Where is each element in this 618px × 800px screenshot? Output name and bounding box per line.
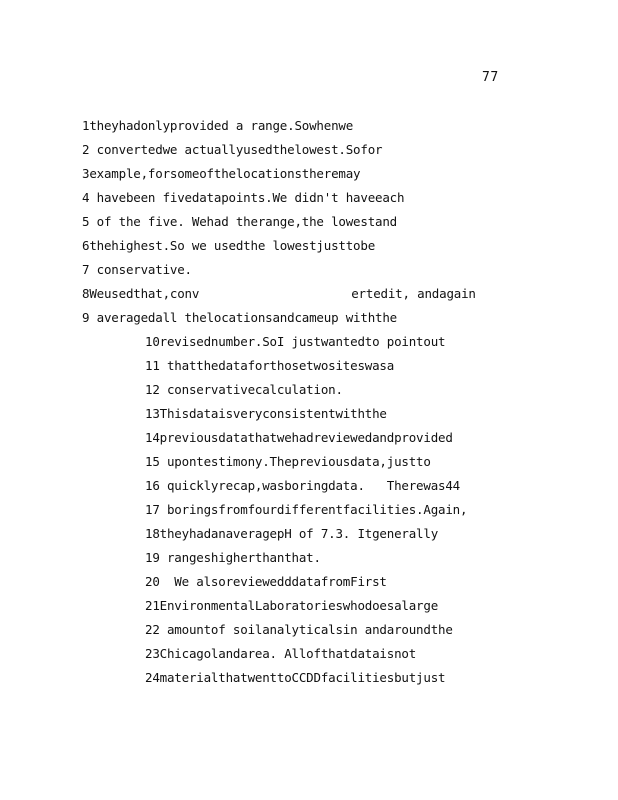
transcript-line (145, 382, 602, 406)
line-text: previousdatathatwehadreviewedandprovided (159, 430, 453, 445)
transcript-line (145, 406, 602, 430)
transcript-line (145, 550, 602, 574)
line-text: Chicagolandarea. Allofthatdataisnot (159, 646, 417, 661)
transcript-line (145, 574, 602, 598)
transcript-line (145, 622, 602, 646)
line-number: 3 (82, 166, 90, 181)
transcript-line (82, 190, 602, 214)
transcript-line (145, 478, 602, 502)
line-text-continued: ertedit, andagain (351, 286, 476, 301)
transcript-line (82, 166, 602, 190)
line-text: quicklyrecap,wasboringdata. Therewas44 (159, 478, 461, 493)
line-text: upontestimony.Thepreviousdata,justto (159, 454, 431, 469)
transcript-line (145, 526, 602, 550)
transcript-line (82, 214, 602, 238)
line-text: Weusedthat,conv (89, 286, 200, 301)
line-text: theyhadanaveragepH of 7.3. Itgenerally (159, 526, 439, 541)
transcript-body (82, 118, 602, 694)
line-number: 4 (82, 190, 90, 205)
transcript-line (82, 286, 602, 310)
line-number: 18 (145, 526, 160, 541)
page-number: 77 (482, 70, 499, 85)
line-number: 20 (145, 574, 160, 589)
transcript-line (82, 142, 602, 166)
line-number: 14 (145, 430, 160, 445)
line-number: 2 (82, 142, 90, 157)
line-text: havebeen fivedatapoints.We didn't haveeach (89, 190, 405, 205)
line-text: convertedwe actuallyusedthelowest.Sofor (89, 142, 383, 157)
line-text: amountof soilanalyticalsin andaroundthe (159, 622, 453, 637)
line-text: averagedall thelocationsandcameup withthe (89, 310, 398, 325)
line-text: example,forsomeofthelocationstheremay (89, 166, 361, 181)
transcript-line (145, 358, 602, 382)
line-number: 13 (145, 406, 160, 421)
transcript-line (145, 430, 602, 454)
line-number: 1 (82, 118, 90, 133)
transcript-line (82, 118, 602, 142)
line-number: 19 (145, 550, 160, 565)
line-number: 21 (145, 598, 160, 613)
transcript-line (145, 670, 602, 694)
transcript-line (145, 334, 602, 358)
transcript-line (145, 598, 602, 622)
transcript-line (82, 238, 602, 262)
line-number: 17 (145, 502, 160, 517)
line-number: 8 (82, 286, 90, 301)
line-number: 6 (82, 238, 90, 253)
line-number: 12 (145, 382, 160, 397)
line-text: of the five. Wehad therange,the lowestand (89, 214, 398, 229)
transcript-line (145, 502, 602, 526)
line-number: 9 (82, 310, 90, 325)
line-text: revisednumber.SoI justwantedto pointout (159, 334, 446, 349)
line-number: 16 (145, 478, 160, 493)
line-text: We alsoreviewedddatafromFirst (159, 574, 387, 589)
line-number: 24 (145, 670, 160, 685)
line-text: conservative. (89, 262, 192, 277)
line-text: materialthatwenttoCCDDfacilitiesbutjust (159, 670, 446, 685)
transcript-line (145, 454, 602, 478)
line-number: 23 (145, 646, 160, 661)
transcript-line (82, 310, 602, 334)
line-text: conservativecalculation. (159, 382, 343, 397)
line-number: 5 (82, 214, 90, 229)
transcript-line (145, 646, 602, 670)
line-number: 22 (145, 622, 160, 637)
line-number: 11 (145, 358, 160, 373)
line-text: theyhadonlyprovided a range.Sowhenwe (89, 118, 354, 133)
line-text: rangeshigherthanthat. (159, 550, 321, 565)
line-text: boringsfromfourdifferentfacilities.Again, (159, 502, 468, 517)
transcript-line (82, 262, 602, 286)
line-text: thatthedataforthosetwositeswasa (159, 358, 395, 373)
line-text: thehighest.So we usedthe lowestjusttobe (89, 238, 376, 253)
line-number: 15 (145, 454, 160, 469)
line-text: EnvironmentalLaboratorieswhodoesalarge (159, 598, 439, 613)
line-number: 10 (145, 334, 160, 349)
line-number: 7 (82, 262, 90, 277)
line-text: Thisdataisveryconsistentwiththe (159, 406, 387, 421)
